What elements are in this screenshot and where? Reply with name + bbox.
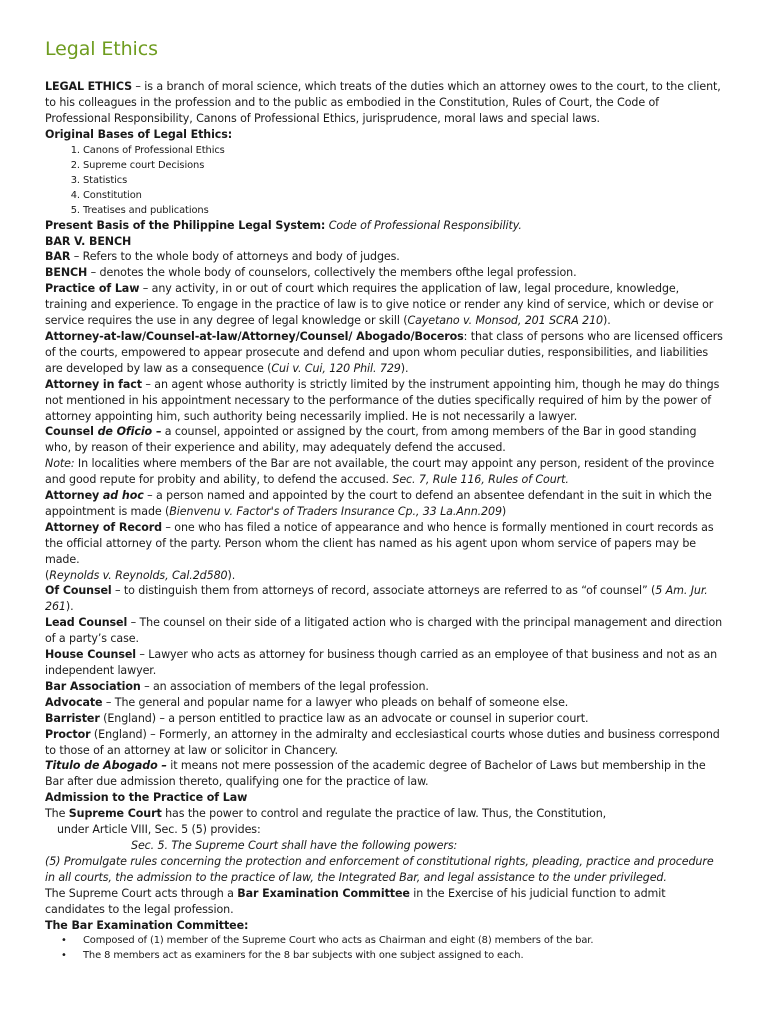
term: BENCH xyxy=(45,266,88,280)
quote-body: (5) Promulgate rules concerning the protection and enforcement of constitutional rights, pleading, practice and procedure in all courts, the admission to the practice of law, the Integrated Bar, and legal assistance to the under privileged. xyxy=(45,854,714,884)
term: LEGAL ETHICS xyxy=(45,80,132,93)
definition: – is a branch of moral science, which treats of the duties which an attorney owes to the court, to the client, to his colleagues in the profession and to the public as embodied in the Constitution, Rules of Court, the Code of Professional Responsibility, Canons of Professional Ethics, jurisprudence, moral laws and special laws. xyxy=(45,80,721,125)
term: Bar Association xyxy=(45,679,141,693)
definition: – one who has filed a notice of appearance and who hence is formally mentioned in court records as the official attorney of the party. Person whom the client has named as his agent upon whom service of papers may be made. xyxy=(45,520,714,566)
definition: – The counsel on their side of a litigated action who is charged with the principal management and direction of a party’s case. xyxy=(45,616,723,646)
note-text: In localities where members of the Bar are not available, the court may appoint any person, resident of the province and good repute for probity and ability, to defend the accused. xyxy=(45,457,715,487)
legal-ethics-definition xyxy=(45,79,723,127)
attorney-in-fact-definition xyxy=(45,377,723,425)
list-item: • Composed of (1) member of the Supreme Court who acts as Chairman and eight (8) members of the bar. xyxy=(83,933,723,948)
definition: it means not mere possession of the academic degree of Bachelor of Laws but membership in the Bar after due admission thereto, qualifying one for the practice of law. xyxy=(45,759,706,789)
admission-provision-ref: under Article VIII, Sec. 5 (5) provides: xyxy=(57,823,261,837)
term: Attorney in fact xyxy=(45,377,142,391)
attorney-of-record-citation: (Reynolds v. Reynolds, Cal.2d580). xyxy=(45,568,236,582)
admission-text: The Supreme Court has the power to control and regulate the practice of law. Thus, the Constitution, xyxy=(45,807,607,821)
quote-heading: Sec. 5. The Supreme Court shall have the following powers: xyxy=(131,838,458,852)
citation: Sec. 7, Rule 116, Rules of Court. xyxy=(392,473,569,487)
term: House Counsel xyxy=(45,648,136,662)
barrister-definition xyxy=(45,711,723,727)
citation: Cui v. Cui, 120 Phil. 729 xyxy=(271,361,401,375)
term: Practice of Law xyxy=(45,282,140,296)
practice-of-law-definition: Practice of Law – any activity, in or out of court which requires the application of law, legal procedure, knowledge, training and experience. To engage in the practice of law is to give notice or render any kind of service, which or devise or service requires the use in any degree of legal knowledge or skill (Cayetano v. Monsod, 201 SCRA 210). xyxy=(45,282,714,328)
definition: – an agent whose authority is strictly limited by the instrument appointing him, though he may do things not mentioned in his appointment necessary to the performance of the duties specifically required of him by the power of attorney appointing him, such authority being necessarily implied. He is not necessarily a lawyer. xyxy=(45,377,720,423)
bench-definition xyxy=(45,265,723,281)
admission-heading: Admission to the Practice of Law xyxy=(45,791,248,805)
of-counsel-definition: Of Counsel – to distinguish them from attorneys of record, associate attorneys are referred to as “of counsel” (5 Am. Jur. 261). xyxy=(45,584,708,614)
counsel-de-oficio-definition xyxy=(45,424,723,456)
term: Titulo de Abogado – xyxy=(45,759,167,773)
list-item: • The 8 members act as examiners for the 8 bar subjects with one subject assigned to each. xyxy=(83,948,723,963)
definition: – any activity, in or out of court which requires the application of law, legal procedure, knowledge, training and experience. To engage in the practice of law is to give notice or render any kind of service, which or devise or service requires the use in any degree of legal knowledge or skill ( xyxy=(45,282,714,328)
bar-v-bench-heading: BAR V. BENCH xyxy=(45,234,132,248)
list-item: 2. Supreme court Decisions xyxy=(83,158,723,173)
bar-association-definition xyxy=(45,679,723,695)
term: Barrister xyxy=(45,711,100,725)
term: Counsel de Oficio – xyxy=(45,425,162,439)
citation: Reynolds v. Reynolds, Cal.2d580 xyxy=(49,568,228,582)
term: Present Basis of the Philippine Legal System: xyxy=(45,218,326,232)
attorney-at-law-definition: Attorney-at-law/Counsel-at-law/Attorney/Counsel/ Abogado/Boceros: that class of persons who are licensed officers of the courts, empowered to appear prosecute and defend and upon whom peculiar duties, responsibilities, and liabilities are developed by law as a consequence (Cui v. Cui, 120 Phil. 729). xyxy=(45,329,723,375)
definition: – Lawyer who acts as attorney for business though carried as an employee of that business and not as an independent lawyer. xyxy=(45,648,718,677)
definition: – a person named and appointed by the court to defend an absentee defendant in the suit in which the appointment is made ( xyxy=(45,489,712,518)
term: Attorney of Record xyxy=(45,520,162,534)
term: Proctor xyxy=(45,727,91,741)
original-bases-list xyxy=(45,143,723,218)
note-label: Note: xyxy=(45,457,75,471)
list-item: 5. Treatises and publications xyxy=(83,203,723,218)
definition: – Refers to the whole body of attorneys and body of judges. xyxy=(70,250,400,264)
term: Advocate xyxy=(45,695,103,709)
committee-list xyxy=(45,933,723,963)
committee-heading: The Bar Examination Committee: xyxy=(45,918,249,932)
definition: – an association of members of the legal profession. xyxy=(140,679,429,693)
term: Attorney-at-law/Counsel-at-law/Attorney/Counsel/ Abogado/Boceros xyxy=(45,329,464,343)
definition: – The general and popular name for a lawyer who pleads on behalf of someone else. xyxy=(102,695,569,709)
definition: : that class of persons who are licensed officers of the courts, empowered to appear prosecute and defend and upon whom peculiar duties, responsibilities, and liabilities are developed by law as a consequence ( xyxy=(45,329,723,375)
term: Lead Counsel xyxy=(45,616,128,630)
list-item: 3. Statistics xyxy=(83,173,723,188)
citation: Cayetano v. Monsod, 201 SCRA 210 xyxy=(407,314,603,328)
definition: a counsel, appointed or assigned by the court, from among members of the Bar in good standing who, by reason of their experience and ability, may adequately defend the accused. xyxy=(45,425,697,455)
lead-counsel-definition xyxy=(45,615,723,647)
definition: – to distinguish them from attorneys of record, associate attorneys are referred to as “of counsel” ( xyxy=(111,584,656,598)
constitution-quote xyxy=(45,838,723,886)
definition: (England) – Formerly, an attorney in the admiralty and ecclesiastical courts whose duties and business correspond to those of an attorney at law or solicitor in Chancery. xyxy=(45,727,720,757)
list-item: 1. Canons of Professional Ethics xyxy=(83,143,723,158)
proctor-definition xyxy=(45,727,723,759)
list-item: 4. Constitution xyxy=(83,188,723,203)
bar-definition xyxy=(45,249,723,265)
original-bases-heading: Original Bases of Legal Ethics: xyxy=(45,127,233,141)
attorney-of-record-definition xyxy=(45,520,723,568)
term: Attorney ad hoc xyxy=(45,489,144,503)
titulo-de-abogado-definition xyxy=(45,758,723,790)
citation: 5 Am. Jur. 261 xyxy=(45,584,708,614)
term: Of Counsel xyxy=(45,584,112,598)
definition: Code of Professional Responsibility. xyxy=(325,218,522,232)
definition: (England) – a person entitled to practice law as an advocate or counsel in superior court. xyxy=(99,711,589,725)
definition: – denotes the whole body of counselors, collectively the members ofthe legal profession. xyxy=(87,266,577,280)
supreme-court-acts: The Supreme Court acts through a Bar Examination Committee in the Exercise of his judicial function to admit candidates to the legal profession. xyxy=(45,886,666,916)
page-title: Legal Ethics xyxy=(45,38,158,60)
note xyxy=(45,456,723,488)
house-counsel-definition xyxy=(45,647,723,679)
citation: Bienvenu v. Factor's of Traders Insurance Cp., 33 La.Ann.209 xyxy=(169,504,502,518)
present-basis xyxy=(45,218,723,234)
attorney-ad-hoc-definition: Attorney ad hoc – a person named and appointed by the court to defend an absentee defendant in the suit in which the appointment is made (Bienvenu v. Factor's of Traders Insurance Cp., 33 La.Ann.209) xyxy=(45,489,712,518)
term: BAR xyxy=(45,250,71,264)
advocate-definition xyxy=(45,695,723,711)
